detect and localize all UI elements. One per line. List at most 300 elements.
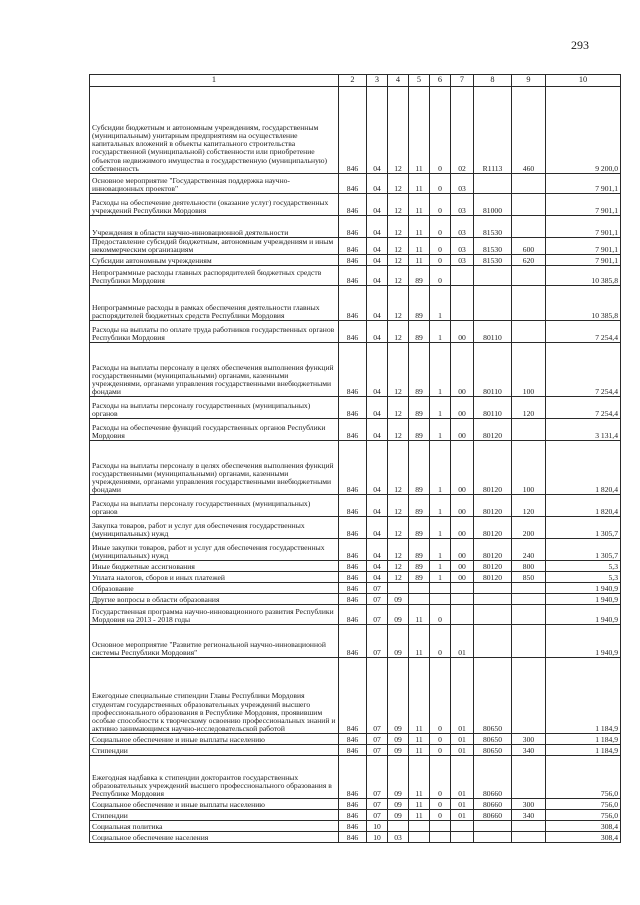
row-amount: 1 940,9	[546, 605, 621, 625]
code-subprogram: 0	[430, 87, 451, 174]
row-name: Расходы на выплаты по оплате труда работников государственных органов Республики Мордовия	[90, 321, 339, 343]
code-program: 11	[409, 658, 430, 734]
code-target: 80650	[474, 745, 512, 756]
row-amount: 7 901,1	[546, 174, 621, 194]
code-section: 04	[367, 87, 388, 174]
row-amount: 1 820,4	[546, 495, 621, 517]
code-target: 80660	[474, 799, 512, 810]
code-subprogram: 1	[430, 572, 451, 583]
table-row	[90, 539, 621, 561]
code-expense-type: 100	[512, 343, 546, 397]
code-section: 07	[367, 745, 388, 756]
code-subprogram: 1	[430, 397, 451, 419]
table-row	[90, 194, 621, 216]
code-event	[451, 286, 474, 321]
code-subsection: 12	[388, 255, 409, 266]
row-name: Социальная политика	[90, 821, 339, 832]
row-name: Субсидии автономным учреждениям	[90, 255, 339, 266]
code-event	[451, 583, 474, 594]
table-row	[90, 87, 621, 174]
row-name: Закупка товаров, работ и услуг для обеспечения государственных (муниципальных) нужд	[90, 517, 339, 539]
code-admin: 846	[339, 658, 367, 734]
code-expense-type	[512, 594, 546, 605]
row-amount: 308,4	[546, 821, 621, 832]
code-target	[474, 266, 512, 286]
code-subsection: 12	[388, 321, 409, 343]
row-name: Стипендии	[90, 810, 339, 821]
code-section: 04	[367, 216, 388, 238]
code-subsection: 12	[388, 441, 409, 495]
code-event	[451, 605, 474, 625]
code-expense-type: 340	[512, 810, 546, 821]
column-header: 10	[546, 75, 621, 87]
column-header: 5	[409, 75, 430, 87]
code-section: 04	[367, 495, 388, 517]
row-name: Ежегодные специальные стипендии Главы Республики Мордовия студентам государственных образовательных учреждений высшего профессионального образования в Республике Мордовия, проявившим особые способности к творческому освоению профессиональных знаний и активно занимающимся научно-исследовательской работой	[90, 658, 339, 734]
code-target: 80660	[474, 810, 512, 821]
code-expense-type	[512, 756, 546, 799]
code-admin: 846	[339, 343, 367, 397]
code-subsection: 12	[388, 561, 409, 572]
code-section: 04	[367, 238, 388, 255]
code-subprogram	[430, 821, 451, 832]
code-section: 04	[367, 321, 388, 343]
row-amount: 5,3	[546, 572, 621, 583]
code-admin: 846	[339, 441, 367, 495]
code-target: 80120	[474, 517, 512, 539]
code-subprogram: 0	[430, 745, 451, 756]
code-admin: 846	[339, 756, 367, 799]
code-event: 00	[451, 561, 474, 572]
row-name: Ежегодная надбавка к стипендии докторантов государственных образовательных учреждений высшего профессионального образования в Республике Мордовия	[90, 756, 339, 799]
row-amount: 7 901,1	[546, 194, 621, 216]
code-program: 11	[409, 605, 430, 625]
code-target: 80120	[474, 539, 512, 561]
column-header: 9	[512, 75, 546, 87]
code-program: 89	[409, 286, 430, 321]
code-event: 00	[451, 495, 474, 517]
code-event: 01	[451, 745, 474, 756]
code-expense-type: 850	[512, 572, 546, 583]
code-event: 03	[451, 194, 474, 216]
table-row	[90, 174, 621, 194]
table-header-row	[90, 75, 621, 87]
code-target: 80120	[474, 561, 512, 572]
code-expense-type	[512, 266, 546, 286]
code-program	[409, 594, 430, 605]
row-amount: 7 901,1	[546, 255, 621, 266]
code-event: 01	[451, 756, 474, 799]
code-subsection: 12	[388, 495, 409, 517]
code-admin: 846	[339, 605, 367, 625]
code-subsection: 09	[388, 658, 409, 734]
code-subsection: 09	[388, 810, 409, 821]
code-expense-type	[512, 821, 546, 832]
code-section: 10	[367, 832, 388, 843]
code-subprogram: 1	[430, 539, 451, 561]
code-expense-type: 620	[512, 255, 546, 266]
code-target: 80110	[474, 321, 512, 343]
code-event: 00	[451, 441, 474, 495]
row-name: Иные закупки товаров, работ и услуг для обеспечения государственных (муниципальных) нужд	[90, 539, 339, 561]
code-section: 07	[367, 625, 388, 658]
code-program: 11	[409, 87, 430, 174]
code-subprogram: 0	[430, 255, 451, 266]
code-admin: 846	[339, 561, 367, 572]
code-admin: 846	[339, 745, 367, 756]
row-amount: 9 200,0	[546, 87, 621, 174]
table-row	[90, 441, 621, 495]
code-subsection: 09	[388, 625, 409, 658]
table-row	[90, 238, 621, 255]
row-name: Иные бюджетные ассигнования	[90, 561, 339, 572]
code-section: 04	[367, 419, 388, 441]
row-name: Субсидии бюджетным и автономным учреждениям, государственным (муниципальным) унитарным предприятиям на осуществление капитальных вложений в объекты капитального строительства государственной (муниципальной) собственности или приобретение объектов недвижимого имущества в государственную (муниципальную) собственность	[90, 87, 339, 174]
code-subsection: 09	[388, 799, 409, 810]
code-admin: 846	[339, 583, 367, 594]
code-event	[451, 821, 474, 832]
code-admin: 846	[339, 799, 367, 810]
code-program: 11	[409, 734, 430, 745]
code-subsection: 12	[388, 419, 409, 441]
table-row	[90, 255, 621, 266]
code-expense-type	[512, 286, 546, 321]
code-target: 80120	[474, 495, 512, 517]
page-number: 293	[571, 38, 589, 52]
code-admin: 846	[339, 495, 367, 517]
code-program: 11	[409, 625, 430, 658]
code-subsection: 12	[388, 539, 409, 561]
table-row	[90, 745, 621, 756]
code-admin: 846	[339, 821, 367, 832]
code-program: 89	[409, 495, 430, 517]
code-expense-type: 460	[512, 87, 546, 174]
code-admin: 846	[339, 734, 367, 745]
code-event: 02	[451, 87, 474, 174]
row-name: Образование	[90, 583, 339, 594]
code-subprogram: 0	[430, 658, 451, 734]
code-target	[474, 605, 512, 625]
code-target: R1113	[474, 87, 512, 174]
code-program: 11	[409, 810, 430, 821]
code-event: 00	[451, 539, 474, 561]
table-row	[90, 266, 621, 286]
code-expense-type	[512, 605, 546, 625]
code-program: 11	[409, 174, 430, 194]
code-section: 04	[367, 517, 388, 539]
code-target: 81530	[474, 216, 512, 238]
code-program: 89	[409, 321, 430, 343]
code-subprogram	[430, 594, 451, 605]
code-section: 04	[367, 561, 388, 572]
code-subprogram: 0	[430, 605, 451, 625]
code-program: 89	[409, 343, 430, 397]
row-amount: 3 131,4	[546, 419, 621, 441]
table-row	[90, 658, 621, 734]
row-amount: 756,0	[546, 810, 621, 821]
table-row	[90, 605, 621, 625]
code-target	[474, 625, 512, 658]
budget-table	[89, 74, 621, 843]
code-subprogram: 1	[430, 517, 451, 539]
code-program: 11	[409, 799, 430, 810]
code-subprogram: 0	[430, 174, 451, 194]
code-admin: 846	[339, 397, 367, 419]
table-row	[90, 594, 621, 605]
code-program: 11	[409, 255, 430, 266]
code-subsection: 12	[388, 286, 409, 321]
code-program: 89	[409, 441, 430, 495]
code-admin: 846	[339, 255, 367, 266]
code-program: 11	[409, 745, 430, 756]
code-subprogram: 1	[430, 419, 451, 441]
code-section: 04	[367, 343, 388, 397]
code-admin: 846	[339, 419, 367, 441]
row-amount: 7 254,4	[546, 343, 621, 397]
code-expense-type	[512, 625, 546, 658]
code-subsection	[388, 821, 409, 832]
code-subprogram	[430, 583, 451, 594]
code-event: 00	[451, 397, 474, 419]
code-expense-type	[512, 832, 546, 843]
row-amount: 5,3	[546, 561, 621, 572]
row-amount: 7 901,1	[546, 216, 621, 238]
code-event: 00	[451, 517, 474, 539]
code-section: 07	[367, 756, 388, 799]
code-expense-type	[512, 658, 546, 734]
table-row	[90, 756, 621, 799]
code-section: 04	[367, 286, 388, 321]
code-admin: 846	[339, 194, 367, 216]
code-section: 07	[367, 605, 388, 625]
code-program: 11	[409, 194, 430, 216]
code-target	[474, 832, 512, 843]
code-subsection: 12	[388, 343, 409, 397]
code-admin: 846	[339, 321, 367, 343]
row-name: Государственная программа научно-инновационного развития Республики Мордовия на 2013 - 2018 годы	[90, 605, 339, 625]
code-target	[474, 286, 512, 321]
code-subsection: 12	[388, 216, 409, 238]
code-subsection: 12	[388, 397, 409, 419]
table-row	[90, 397, 621, 419]
code-program: 89	[409, 561, 430, 572]
code-subprogram: 0	[430, 734, 451, 745]
code-event	[451, 266, 474, 286]
code-subprogram: 0	[430, 756, 451, 799]
table-row	[90, 583, 621, 594]
code-subsection: 03	[388, 832, 409, 843]
code-program: 89	[409, 572, 430, 583]
code-event: 01	[451, 799, 474, 810]
row-amount: 1 940,9	[546, 594, 621, 605]
code-program	[409, 821, 430, 832]
row-name: Социальное обеспечение населения	[90, 832, 339, 843]
row-amount: 10 385,8	[546, 266, 621, 286]
code-admin: 846	[339, 266, 367, 286]
row-amount: 1 184,9	[546, 745, 621, 756]
column-header: 7	[451, 75, 474, 87]
code-admin: 846	[339, 216, 367, 238]
code-subprogram	[430, 832, 451, 843]
code-target	[474, 821, 512, 832]
table-row	[90, 419, 621, 441]
code-section: 07	[367, 734, 388, 745]
code-program: 89	[409, 539, 430, 561]
code-event	[451, 594, 474, 605]
code-event: 01	[451, 810, 474, 821]
code-subsection: 09	[388, 594, 409, 605]
code-subprogram: 1	[430, 321, 451, 343]
code-section: 04	[367, 441, 388, 495]
code-expense-type: 120	[512, 495, 546, 517]
code-subprogram: 1	[430, 286, 451, 321]
code-subprogram: 1	[430, 343, 451, 397]
code-event: 00	[451, 343, 474, 397]
code-event: 00	[451, 572, 474, 583]
code-target: 80110	[474, 343, 512, 397]
code-target: 81530	[474, 255, 512, 266]
code-section: 07	[367, 594, 388, 605]
code-admin: 846	[339, 594, 367, 605]
code-event: 03	[451, 216, 474, 238]
code-section: 04	[367, 174, 388, 194]
code-target: 80660	[474, 756, 512, 799]
code-program: 89	[409, 517, 430, 539]
row-name: Расходы на выплаты персоналу в целях обеспечения выполнения функций государственными (муниципальными) органами, казенными учреждениями, органами управления государственными внебюджетными фондами	[90, 441, 339, 495]
code-admin: 846	[339, 625, 367, 658]
table-row	[90, 343, 621, 397]
code-subsection: 09	[388, 734, 409, 745]
code-subprogram: 0	[430, 625, 451, 658]
code-event: 00	[451, 321, 474, 343]
code-event: 03	[451, 174, 474, 194]
row-amount: 1 820,4	[546, 441, 621, 495]
code-section: 04	[367, 539, 388, 561]
column-header: 2	[339, 75, 367, 87]
row-name: Расходы на обеспечение деятельности (оказание услуг) государственных учреждений Республики Мордовия	[90, 194, 339, 216]
code-expense-type: 240	[512, 539, 546, 561]
code-subprogram: 0	[430, 194, 451, 216]
code-program: 89	[409, 266, 430, 286]
code-expense-type: 200	[512, 517, 546, 539]
code-expense-type	[512, 216, 546, 238]
code-subprogram: 1	[430, 495, 451, 517]
code-expense-type	[512, 321, 546, 343]
code-admin: 846	[339, 517, 367, 539]
code-target: 81530	[474, 238, 512, 255]
row-name: Основное мероприятие "Развитие региональной научно-инновационной системы Республики Мордовия"	[90, 625, 339, 658]
code-event: 03	[451, 255, 474, 266]
row-amount: 1 305,7	[546, 517, 621, 539]
code-target: 80120	[474, 419, 512, 441]
code-subsection: 12	[388, 572, 409, 583]
code-target: 80110	[474, 397, 512, 419]
table-row	[90, 832, 621, 843]
code-subsection: 12	[388, 238, 409, 255]
code-program: 11	[409, 216, 430, 238]
code-subprogram: 1	[430, 441, 451, 495]
row-name: Основное мероприятие "Государственная поддержка научно-инновационных проектов"	[90, 174, 339, 194]
code-subsection: 09	[388, 745, 409, 756]
code-subprogram: 0	[430, 238, 451, 255]
code-event: 03	[451, 238, 474, 255]
code-section: 07	[367, 658, 388, 734]
table-row	[90, 625, 621, 658]
code-section: 04	[367, 266, 388, 286]
code-program: 89	[409, 419, 430, 441]
code-admin: 846	[339, 286, 367, 321]
code-target: 81000	[474, 194, 512, 216]
code-expense-type: 300	[512, 734, 546, 745]
row-name: Предоставление субсидий бюджетным, автономным учреждениям и иным некоммерческим организациям	[90, 238, 339, 255]
code-section: 04	[367, 194, 388, 216]
code-subprogram: 0	[430, 216, 451, 238]
code-subsection: 09	[388, 605, 409, 625]
table-row	[90, 286, 621, 321]
row-name: Уплата налогов, сборов и иных платежей	[90, 572, 339, 583]
code-subsection: 12	[388, 194, 409, 216]
row-amount: 1 184,9	[546, 734, 621, 745]
row-amount: 756,0	[546, 799, 621, 810]
row-name: Стипендии	[90, 745, 339, 756]
code-target: 80650	[474, 734, 512, 745]
code-expense-type: 300	[512, 799, 546, 810]
code-subprogram: 1	[430, 561, 451, 572]
code-subsection: 12	[388, 266, 409, 286]
code-target: 80120	[474, 441, 512, 495]
column-header: 6	[430, 75, 451, 87]
code-section: 04	[367, 397, 388, 419]
code-target: 80120	[474, 572, 512, 583]
code-event: 01	[451, 734, 474, 745]
row-amount: 1 940,9	[546, 583, 621, 594]
column-header: 1	[90, 75, 339, 87]
code-event: 01	[451, 658, 474, 734]
code-target	[474, 594, 512, 605]
code-expense-type	[512, 419, 546, 441]
code-subsection: 09	[388, 756, 409, 799]
code-event: 01	[451, 625, 474, 658]
code-admin: 846	[339, 810, 367, 821]
code-expense-type: 120	[512, 397, 546, 419]
code-section: 10	[367, 821, 388, 832]
code-event	[451, 832, 474, 843]
row-name: Социальное обеспечение и иные выплаты населению	[90, 799, 339, 810]
code-target	[474, 583, 512, 594]
row-amount: 7 254,4	[546, 397, 621, 419]
table-row	[90, 321, 621, 343]
row-amount: 7 901,1	[546, 238, 621, 255]
code-admin: 846	[339, 539, 367, 561]
row-name: Социальное обеспечение и иные выплаты населению	[90, 734, 339, 745]
table-row	[90, 561, 621, 572]
row-amount: 7 254,4	[546, 321, 621, 343]
code-admin: 846	[339, 572, 367, 583]
row-name: Непрограммные расходы главных распорядителей бюджетных средств Республики Мордовия	[90, 266, 339, 286]
code-admin: 846	[339, 174, 367, 194]
table-row	[90, 517, 621, 539]
row-name: Расходы на обеспечение функций государственных органов Республики Мордовия	[90, 419, 339, 441]
code-subsection: 12	[388, 174, 409, 194]
code-subsection: 12	[388, 517, 409, 539]
code-expense-type	[512, 583, 546, 594]
code-expense-type: 800	[512, 561, 546, 572]
code-program	[409, 583, 430, 594]
code-section: 07	[367, 799, 388, 810]
code-expense-type: 100	[512, 441, 546, 495]
code-section: 04	[367, 572, 388, 583]
row-amount: 1 184,9	[546, 658, 621, 734]
